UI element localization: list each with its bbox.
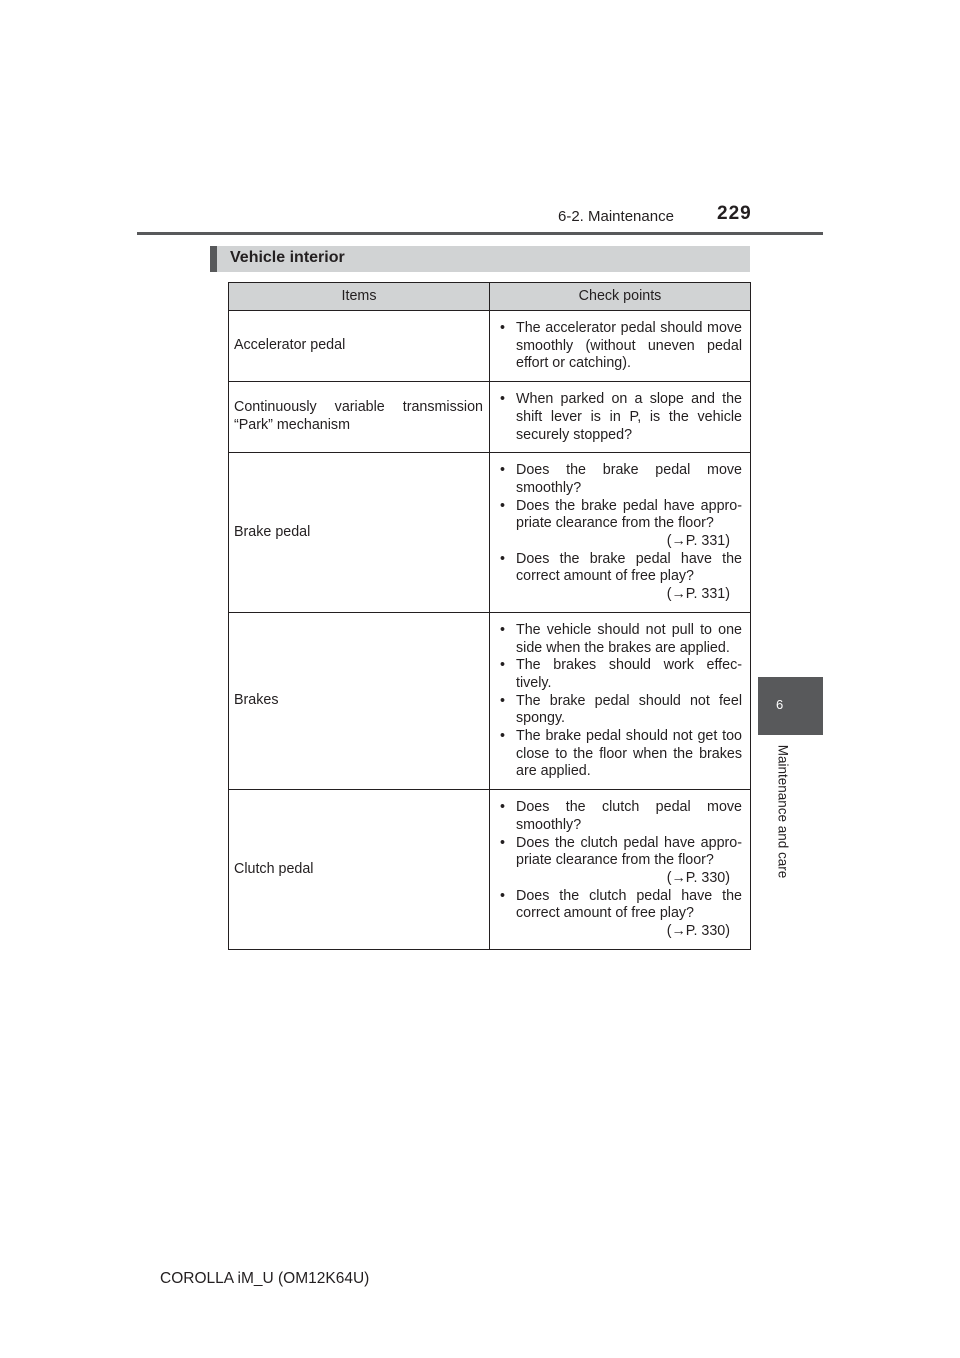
check-point-text: The brake pedal should not get too close to the floor when the brakes are applied. [516, 728, 742, 780]
check-points-cell [490, 612, 751, 789]
page-reference: (→P. 330) [666, 869, 730, 886]
check-point [500, 657, 742, 692]
header-rule [137, 232, 823, 235]
chapter-tab [758, 677, 823, 735]
check-points-cell [490, 382, 751, 453]
page-reference: (→P. 330) [666, 923, 730, 940]
item-cell: Brakes [229, 612, 490, 789]
chapter-title: Maintenance and care [775, 744, 791, 879]
chapter-number: 6 [776, 697, 784, 712]
model-footer: COROLLA iM_U (OM12K64U) [160, 1270, 370, 1287]
table-row [229, 453, 751, 613]
check-point-text: Does the brake pedal have the correct amount of free play? [516, 550, 742, 585]
check-point-text: Does the clutch pedal move smoothly? [516, 799, 742, 833]
item-cell: Continuously variable transmission “Park” mechanism [229, 382, 490, 453]
column-header-items: Items [229, 283, 490, 311]
check-point [500, 551, 742, 604]
check-point-text: Does the clutch pedal have appro-priate clearance from the floor? [516, 834, 742, 869]
section-title-bar [210, 246, 750, 272]
check-point-text: The brakes should work effec-tively. [516, 657, 742, 691]
check-point [500, 320, 742, 373]
check-point [500, 462, 742, 497]
check-list [500, 320, 742, 373]
section-heading: 6-2. Maintenance [558, 208, 674, 225]
check-point [500, 888, 742, 941]
check-points-cell [490, 453, 751, 613]
item-cell: Brake pedal [229, 453, 490, 613]
check-point-text: When parked on a slope and the shift lever is in P, is the vehicle securely stopped? [516, 391, 742, 443]
page-reference: (→P. 331) [666, 586, 730, 603]
check-point-text: Does the brake pedal move smoothly? [516, 462, 742, 496]
check-point [500, 799, 742, 834]
check-point-text: The vehicle should not pull to one side when the brakes are applied. [516, 621, 742, 656]
page-reference: (→P. 331) [666, 533, 730, 550]
table-row [229, 612, 751, 789]
check-point-text: Does the clutch pedal have the correct amount of free play? [516, 887, 742, 922]
table-row [229, 382, 751, 453]
check-point [500, 693, 742, 728]
item-cell: Clutch pedal [229, 790, 490, 950]
table-header-row [229, 283, 751, 311]
check-point [500, 728, 742, 781]
page-number: 229 [717, 203, 752, 224]
column-header-check-points: Check points [490, 283, 751, 311]
table-row [229, 311, 751, 382]
check-list [500, 799, 742, 941]
table-row [229, 790, 751, 950]
item-cell: Accelerator pedal [229, 311, 490, 382]
check-list [500, 462, 742, 604]
table-body [229, 311, 751, 950]
check-point [500, 498, 742, 551]
check-point [500, 622, 742, 657]
check-point-text: The accelerator pedal should move smoothly (without uneven pedal effort or catching). [516, 320, 742, 372]
check-points-cell [490, 790, 751, 950]
section-title: Vehicle interior [230, 249, 345, 266]
check-list [500, 622, 742, 781]
check-list [500, 391, 742, 444]
check-point-text: Does the brake pedal have appro-priate clearance from the floor? [516, 497, 742, 532]
check-point [500, 835, 742, 888]
check-points-cell [490, 311, 751, 382]
check-point [500, 391, 742, 444]
inspection-table [228, 282, 751, 950]
check-point-text: The brake pedal should not feel spongy. [516, 692, 742, 727]
